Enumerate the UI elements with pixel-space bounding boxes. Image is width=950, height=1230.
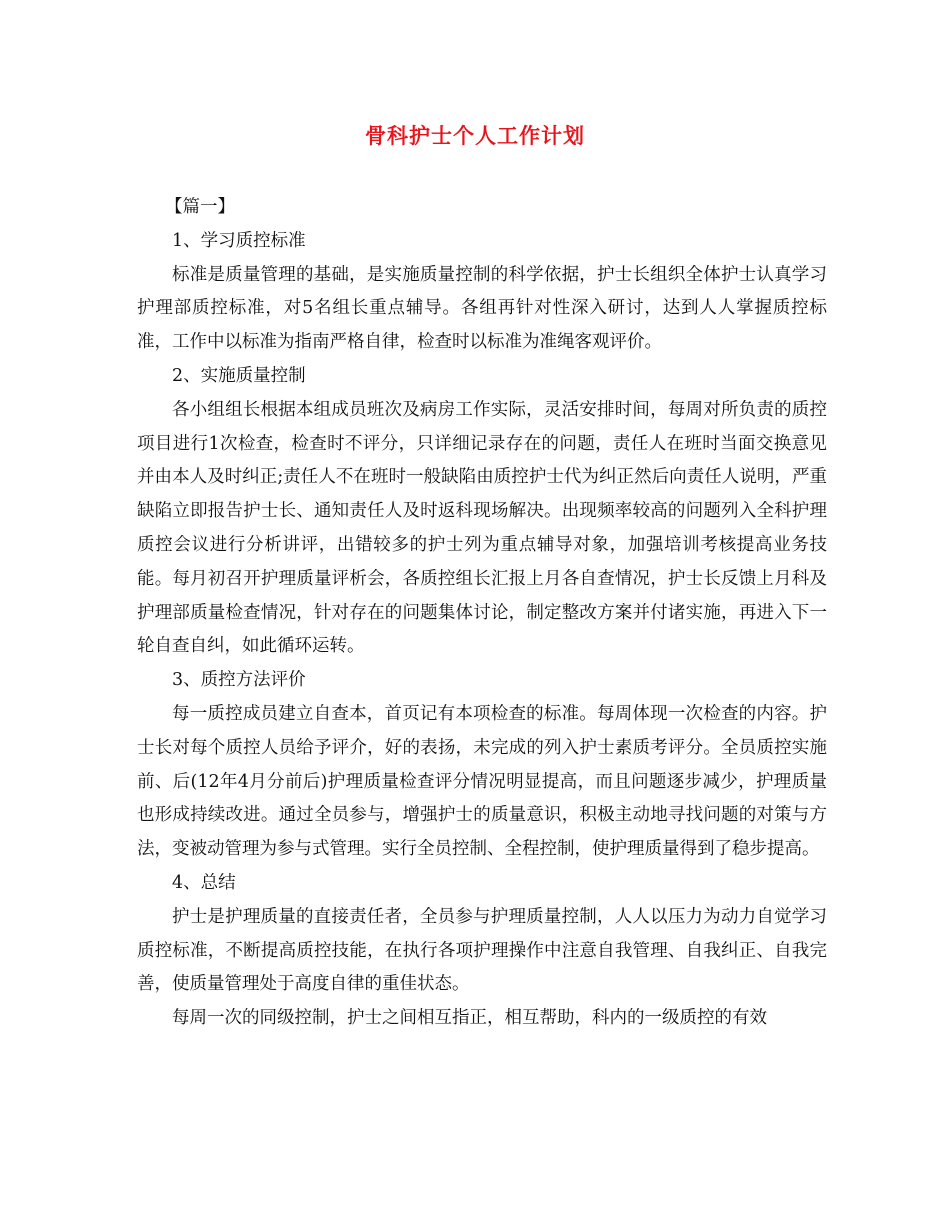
body-paragraph: 每周一次的同级控制，护士之间相互指正，相互帮助，科内的一级质控的有效 — [172, 1008, 767, 1029]
body-paragraph: 标准是质量管理的基础，是实施质量控制的科学依据，护士长组织全体护士认真学习护理部质控标准，对5名组长重点辅导。各组再针对性深入研讨，达到人人掌握质控标准，工作中以标准为指南严格自律，检查时以标准为准绳客观评价。 — [137, 264, 827, 353]
body-paragraph: 每一质控成员建立自查本，首页记有本项检查的标准。每周体现一次检查的内容。护士长对每个质控人员给予评介，好的表扬，未完成的列入护士素质考评分。全员质控实施前、后(12年4月分前后)护理质量检查评分情况明显提高，而且问题逐步减少，护理质量也形成持续改进。通过全员参与，增强护士的质量意识，积极主动地寻找问题的对策与方法，变被动管理为参与式管理。实行全员控制、全程控制，使护理质量得到了稳步提高。 — [137, 703, 827, 860]
section-heading: 3、质控方法评价 — [172, 670, 306, 691]
document-title: 骨科护士个人工作计划 — [365, 123, 585, 148]
section-heading: 2、实施质量控制 — [172, 365, 306, 386]
body-paragraph: 护士是护理质量的直接责任者，全员参与护理质量控制，人人以压力为动力自觉学习质控标准，不断提高质控技能，在执行各项护理操作中注意自我管理、自我纠正、自我完善，使质量管理处于高度自律的重佳状态。 — [137, 906, 827, 995]
section-heading: 4、总结 — [172, 872, 236, 893]
body-paragraph: 各小组组长根据本组成员班次及病房工作实际，灵活安排时间，每周对所负责的质控项目进行1次检查，检查时不评分，只详细记录存在的问题，责任人在班时当面交换意见并由本人及时纠正;责任人不在班时一般缺陷由质控护士代为纠正然后向责任人说明，严重缺陷立即报告护士长、通知责任人及时返科现场解决。出现频率较高的问题列入全科护理质控会议进行分析讲评，出错较多的护士列为重点辅导对象，加强培训考核提高业务技能。每月初召开护理质量评析会，各质控组长汇报上月各自查情况，护士长反馈上月科及护理部质量检查情况，针对存在的问题集体讨论，制定整改方案并付诸实施，再进入下一轮自查自纠，如此循环运转。 — [137, 399, 827, 657]
section-tag: 【篇一】 — [165, 197, 235, 217]
section-heading: 1、学习质控标准 — [172, 230, 306, 251]
document-body — [137, 191, 827, 1036]
